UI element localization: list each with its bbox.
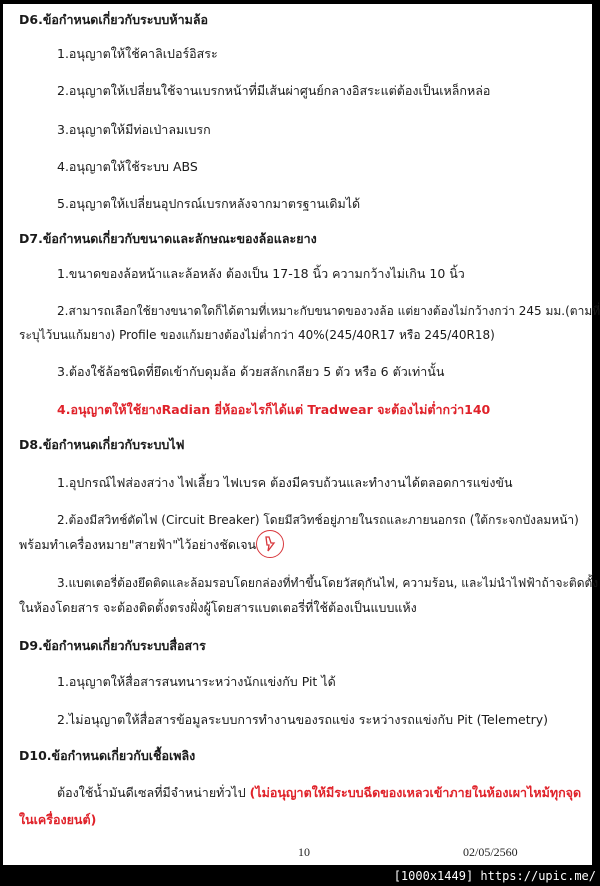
- list-item: 1.อนุญาตให้ใช้คาลิเปอร์อิสระ: [57, 46, 218, 61]
- list-item-continuation: ในห้องโดยสาร จะต้องติดตั้งตรงฝั่งผู้โดยสารแบตเตอรี่ที่ใช้ต้องเป็นแบบแห้ง: [19, 600, 417, 615]
- section-title-d7: D7.ข้อกำหนดเกี่ยวกับขนาดและลักษณะของล้อและยาง: [19, 231, 317, 246]
- page-number: 10: [298, 845, 310, 859]
- fuel-requirement-highlight-continuation: ในเครื่องยนต์): [19, 812, 97, 827]
- list-item: 1.ขนาดของล้อหน้าและล้อหลัง ต้องเป็น 17-18 นิ้ว ความกว้างไม่เกิน 10 นิ้ว: [57, 266, 465, 281]
- list-item: 2.อนุญาตให้เปลี่ยนใช้จานเบรกหน้าที่มีเส้นผ่าศูนย์กลางอิสระแต่ต้องเป็นเหล็กหล่อ: [57, 83, 491, 98]
- document-page: [3, 4, 600, 865]
- image-watermark: [1000x1449] https://upic.me/: [393, 869, 596, 883]
- list-item: 1.อนุญาตให้สื่อสารสนทนาระหว่างนักแข่งกับ Pit ได้: [57, 674, 336, 689]
- fuel-requirement-highlight: (ไม่อนุญาตให้มีระบบฉีดของเหลวเข้าภายในห้องเผาไหม้ทุกจุด: [249, 785, 582, 800]
- list-item: 3.ต้องใช้ล้อชนิดที่ยึดเข้ากับดุมล้อ ด้วยสลักเกลียว 5 ตัว หรือ 6 ตัวเท่านั้น: [57, 364, 445, 379]
- list-item: 3.อนุญาตให้มีท่อเป่าลมเบรก: [57, 122, 211, 137]
- lightning-bolt-stamp-icon: [256, 530, 284, 558]
- section-title-d8: D8.ข้อกำหนดเกี่ยวกับระบบไฟ: [19, 437, 185, 452]
- list-item: 2.ไม่อนุญาตให้สื่อสารข้อมูลระบบการทำงานของรถแข่ง ระหว่างรถแข่งกับ Pit (Telemetry): [57, 712, 549, 727]
- list-item-highlighted: 4.อนุญาตให้ใช้ยางRadian ยี่ห้ออะไรก็ได้แต่ Tradwear จะต้องไม่ต่ำกว่า140: [57, 402, 491, 417]
- list-item: 5.อนุญาตให้เปลี่ยนอุปกรณ์เบรกหลังจากมาตรฐานเดิมได้: [57, 196, 361, 211]
- section-title-d9: D9.ข้อกำหนดเกี่ยวกับระบบสื่อสาร: [19, 638, 206, 653]
- list-item-continuation: พร้อมทำเครื่องหมาย"สายฟ้า"ไว้อย่างชัดเจน: [19, 537, 257, 552]
- list-item-continuation: ระบุไว้บนแก้มยาง) Profile ของแก้มยางต้องไม่ต่ำกว่า 40%(245/40R17 หรือ 245/40R18): [19, 328, 495, 342]
- fuel-requirement: [57, 785, 581, 801]
- fuel-requirement-text: ต้องใช้น้ำมันดีเซลที่มีจำหน่ายทั่วไป: [57, 785, 250, 800]
- footer-date: 02/05/2560: [463, 845, 518, 859]
- section-title-d6: D6.ข้อกำหนดเกี่ยวกับระบบห้ามล้อ: [19, 12, 209, 27]
- list-item: 3.แบตเตอรี่ต้องยึดติดและล้อมรอบโดยกล่องที่ทำขึ้นโดยวัสดุกันไฟ, ความร้อน, และไม่นำไฟฟ้าถ้าจะติดตั้ง: [57, 576, 599, 590]
- list-item: 4.อนุญาตให้ใช้ระบบ ABS: [57, 159, 198, 174]
- section-title-d10: D10.ข้อกำหนดเกี่ยวกับเชื้อเพลิง: [19, 748, 196, 763]
- list-item: 2.สามารถเลือกใช้ยางขนาดใดก็ได้ตามที่เหมาะกับขนาดของวงล้อ แต่ยางต้องไม่กว้างกว่า 245 มม.(ตามที่: [57, 304, 600, 318]
- list-item: 1.อุปกรณ์ไฟส่องสว่าง ไฟเลี้ยว ไฟเบรค ต้องมีครบถ้วนและทำงานได้ตลอดการแข่งขัน: [57, 475, 513, 490]
- list-item: 2.ต้องมีสวิทช์ตัดไฟ (Circuit Breaker) โดยมีสวิทช์อยู่ภายในรถและภายนอกรถ (ใต้กระจกบังลมหน้า): [57, 513, 579, 527]
